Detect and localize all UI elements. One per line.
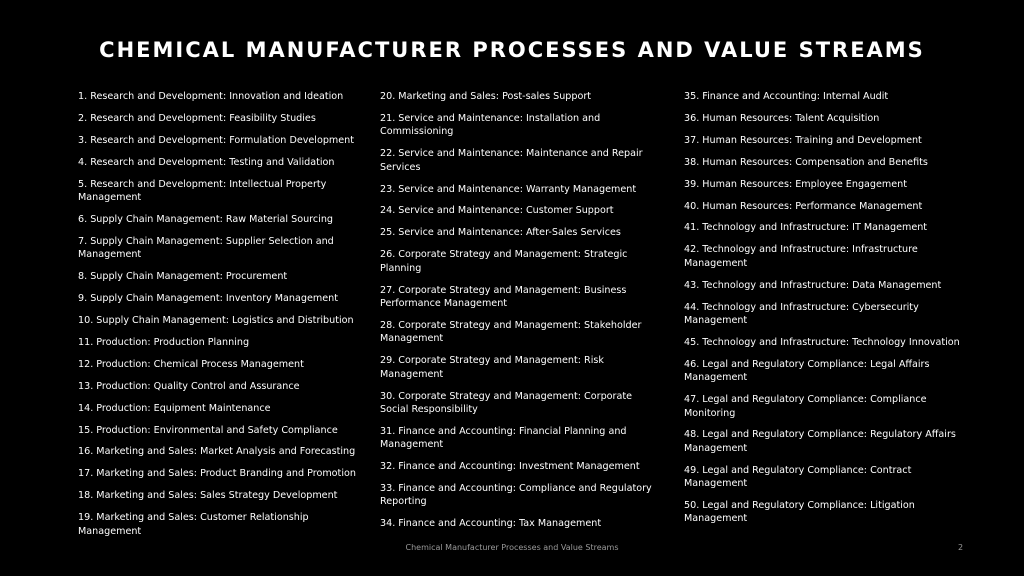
process-list-item: 23. Service and Maintenance: Warranty Management [380, 183, 637, 195]
process-list-item: 44. Technology and Infrastructure: Cybersecurity Management [684, 301, 919, 326]
process-list-item: 31. Finance and Accounting: Financial Planning and Management [380, 425, 627, 451]
process-list-item: 42. Technology and Infrastructure: Infrastructure Management [684, 244, 918, 269]
process-list-item: 5. Research and Development: Intellectual Property Management [78, 178, 327, 204]
process-list-item: 6. Supply Chain Management: Raw Material Sourcing [78, 213, 334, 225]
process-list-item: 1. Research and Development: Innovation and Ideation [78, 91, 344, 102]
process-list-item: 18. Marketing and Sales: Sales Strategy Development [78, 490, 338, 502]
process-list-column-1 [78, 90, 368, 546]
process-list-item: 16. Marketing and Sales: Market Analysis and Forecasting [78, 446, 356, 458]
process-list-item: 30. Corporate Strategy and Management: Corporate Social Responsibility [380, 390, 633, 415]
process-list-item: 10. Supply Chain Management: Logistics and Distribution [78, 314, 354, 326]
process-list-item: 43. Technology and Infrastructure: Data Management [684, 279, 942, 291]
process-list-item: 46. Legal and Regulatory Compliance: Legal Affairs Management [684, 358, 930, 384]
process-list-item: 41. Technology and Infrastructure: IT Management [684, 222, 928, 234]
process-list-item: 49. Legal and Regulatory Compliance: Contract Management [684, 464, 912, 490]
process-list-item: 36. Human Resources: Talent Acquisition [684, 112, 880, 124]
process-list-item: 38. Human Resources: Compensation and Benefits [684, 156, 928, 168]
process-list-item: 34. Finance and Accounting: Tax Management [380, 518, 602, 530]
process-list-item: 22. Service and Maintenance: Maintenance and Repair Services [380, 148, 643, 173]
process-list-item: 25. Service and Maintenance: After-Sales Services [380, 227, 621, 239]
slide-title: CHEMICAL MANUFACTURER PROCESSES AND VALUE STREAMS [99, 38, 925, 62]
process-list-item: 33. Finance and Accounting: Compliance and Regulatory Reporting [380, 483, 652, 508]
process-list-item: 37. Human Resources: Training and Development [684, 134, 922, 146]
process-list-item: 2. Research and Development: Feasibility Studies [78, 112, 316, 124]
process-list-item: 47. Legal and Regulatory Compliance: Compliance Monitoring [684, 394, 927, 419]
process-list-item: 8. Supply Chain Management: Procurement [78, 271, 288, 283]
process-list-item: 17. Marketing and Sales: Product Branding and Promotion [78, 468, 356, 480]
slide-footer: Chemical Manufacturer Processes and Value Streams [405, 543, 619, 552]
process-list-item: 9. Supply Chain Management: Inventory Management [78, 293, 338, 305]
process-list-item: 7. Supply Chain Management: Supplier Selection and Management [78, 235, 334, 261]
process-list-item: 35. Finance and Accounting: Internal Audit [684, 91, 889, 102]
process-list-item: 4. Research and Development: Testing and Validation [78, 156, 335, 168]
process-list-item: 48. Legal and Regulatory Compliance: Regulatory Affairs Management [684, 429, 956, 454]
process-list-item: 14. Production: Equipment Maintenance [78, 402, 271, 414]
process-list-item: 11. Production: Production Planning [78, 336, 250, 348]
process-list-item: 12. Production: Chemical Process Management [78, 358, 304, 370]
process-list-item: 40. Human Resources: Performance Management [684, 200, 923, 212]
process-list-item: 39. Human Resources: Employee Engagement [684, 178, 907, 190]
process-list-item: 21. Service and Maintenance: Installation and Commissioning [380, 112, 601, 138]
process-list-item: 27. Corporate Strategy and Management: Business Performance Management [380, 284, 627, 309]
page-number: 2 [958, 543, 964, 552]
process-list-column-3 [684, 90, 974, 534]
process-list-item: 28. Corporate Strategy and Management: Stakeholder Management [380, 319, 642, 345]
process-list-column-2 [380, 90, 658, 539]
process-list-item: 15. Production: Environmental and Safety Compliance [78, 424, 338, 436]
process-list-item: 50. Legal and Regulatory Compliance: Litigation Management [684, 500, 915, 525]
process-list-item: 3. Research and Development: Formulation Development [78, 134, 355, 146]
process-list-item: 20. Marketing and Sales: Post-sales Support [380, 91, 592, 102]
process-list-item: 32. Finance and Accounting: Investment Management [380, 461, 640, 473]
process-list-item: 45. Technology and Infrastructure: Technology Innovation [684, 336, 960, 348]
process-list-item: 13. Production: Quality Control and Assurance [78, 380, 300, 392]
process-list-item: 19. Marketing and Sales: Customer Relationship Management [78, 512, 309, 537]
process-list-item: 24. Service and Maintenance: Customer Support [380, 205, 614, 217]
process-list-item: 26. Corporate Strategy and Management: Strategic Planning [380, 249, 628, 274]
process-list-item: 29. Corporate Strategy and Management: Risk Management [380, 355, 604, 380]
